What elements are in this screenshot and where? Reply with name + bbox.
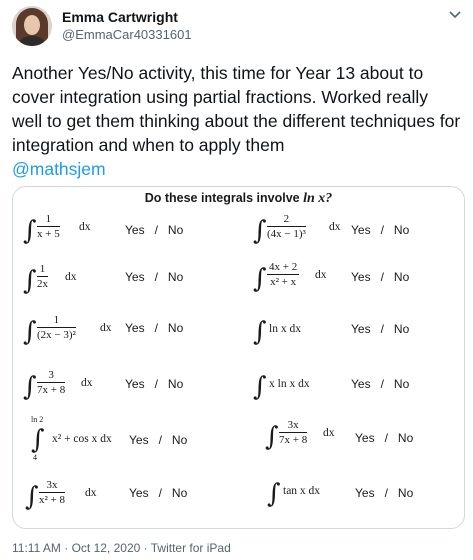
differential: dx xyxy=(79,221,91,233)
differential: dx xyxy=(85,487,97,499)
integral-right-5: ∫ $\frac{3x}{7x + 8}$ dx xyxy=(265,419,335,452)
integral-right-1: ∫ $\frac{2}{\text{(4x − 1)³}}$ dx xyxy=(253,213,341,246)
denominator: (4x − 1)³ xyxy=(267,228,306,240)
numerator: 3x xyxy=(39,479,65,493)
integral-right-2: ∫ $\frac{4x + 2}{\text{x² + x}}$ dx xyxy=(253,261,327,294)
integral-left-1: ∫ $\frac{1}{x + 5}$ dx xyxy=(23,213,91,246)
yes-no-left-5: Yes / No xyxy=(129,433,188,447)
numerator: 1 xyxy=(37,314,76,328)
yes-no-right-1: Yes / No xyxy=(351,223,410,237)
author-handle[interactable]: @EmmaCar40331601 xyxy=(62,27,192,42)
differential: dx xyxy=(315,269,327,281)
integral-left-3: ∫ $\frac{1}{\text{(2x − 3)²}}$ dx xyxy=(23,314,112,347)
worksheet-image[interactable] xyxy=(12,186,465,529)
integral-right-3: ∫ ln x dx xyxy=(253,317,301,347)
differential: dx xyxy=(100,322,112,334)
worksheet-title-prefix: Do these integrals involve xyxy=(144,191,300,205)
denominator: 7x + 8 xyxy=(279,434,308,446)
differential: dx xyxy=(329,221,341,233)
integral-right-4: ∫ x ln x dx xyxy=(253,372,310,402)
worksheet-title xyxy=(13,191,464,207)
integrand: x² + cos x dx xyxy=(52,433,112,445)
tweet-timestamp[interactable]: 11:11 AM · Oct 12, 2020 · Twitter for iPad xyxy=(12,541,231,555)
integral-left-4: ∫ $\frac{3}{7x + 8}$ dx xyxy=(23,369,93,402)
differential: dx xyxy=(65,271,77,283)
author-name[interactable]: Emma Cartwright xyxy=(62,9,178,25)
yes-no-left-3: Yes / No xyxy=(125,321,184,335)
denominator: 2x xyxy=(37,278,48,290)
numerator: 1 xyxy=(37,213,60,227)
numerator: 3 xyxy=(37,369,65,383)
integral-right-6: ∫ tan x dx xyxy=(267,479,321,509)
yes-no-left-2: Yes / No xyxy=(125,270,184,284)
integrand: x ln x dx xyxy=(269,378,310,390)
yes-no-right-3: Yes / No xyxy=(351,322,410,336)
denominator: (2x − 3)² xyxy=(37,329,76,341)
integral-left-2: ∫ $\frac{1}{2x}$ dx xyxy=(23,263,77,296)
denominator: x² + x xyxy=(270,276,297,288)
integral-left-5: ln 2 ∫ 4 x² + cos x dx xyxy=(31,415,112,462)
yes-no-right-5: Yes / No xyxy=(355,431,414,445)
denominator: 7x + 8 xyxy=(37,384,66,396)
mention-link[interactable]: @mathsjem xyxy=(12,159,106,179)
worksheet-title-math: ln x? xyxy=(303,191,333,206)
yes-no-right-2: Yes / No xyxy=(351,270,410,284)
differential: dx xyxy=(81,377,93,389)
lower-limit: 4 xyxy=(33,453,37,462)
numerator: 1 xyxy=(37,263,48,277)
integrand: tan x dx xyxy=(283,485,321,497)
avatar[interactable] xyxy=(12,6,52,46)
integrand: ln x dx xyxy=(269,323,301,335)
numerator: 3x xyxy=(279,419,307,433)
tweet-text xyxy=(12,61,462,181)
tweet-body: Another Yes/No activity, this time for Year 13 about to cover integration using partial fractions. Worked really well to get them thinking about the different techniques for integration and when to apply them xyxy=(12,63,461,155)
differential: dx xyxy=(323,427,335,439)
yes-no-right-6: Yes / No xyxy=(355,486,414,500)
denominator: x² + 8 xyxy=(39,494,66,506)
numerator: 4x + 2 xyxy=(269,261,298,273)
upper-limit: ln 2 xyxy=(31,415,44,424)
yes-no-left-6: Yes / No xyxy=(129,486,188,500)
chevron-down-icon[interactable] xyxy=(448,10,462,20)
yes-no-right-4: Yes / No xyxy=(351,377,410,391)
numerator: 2 xyxy=(267,213,306,227)
denominator: x + 5 xyxy=(37,228,60,240)
yes-no-left-1: Yes / No xyxy=(125,223,184,237)
yes-no-left-4: Yes / No xyxy=(125,377,184,391)
integral-left-6: ∫ $\frac{3x}{\text{x² + 8}}$ dx xyxy=(25,479,97,512)
